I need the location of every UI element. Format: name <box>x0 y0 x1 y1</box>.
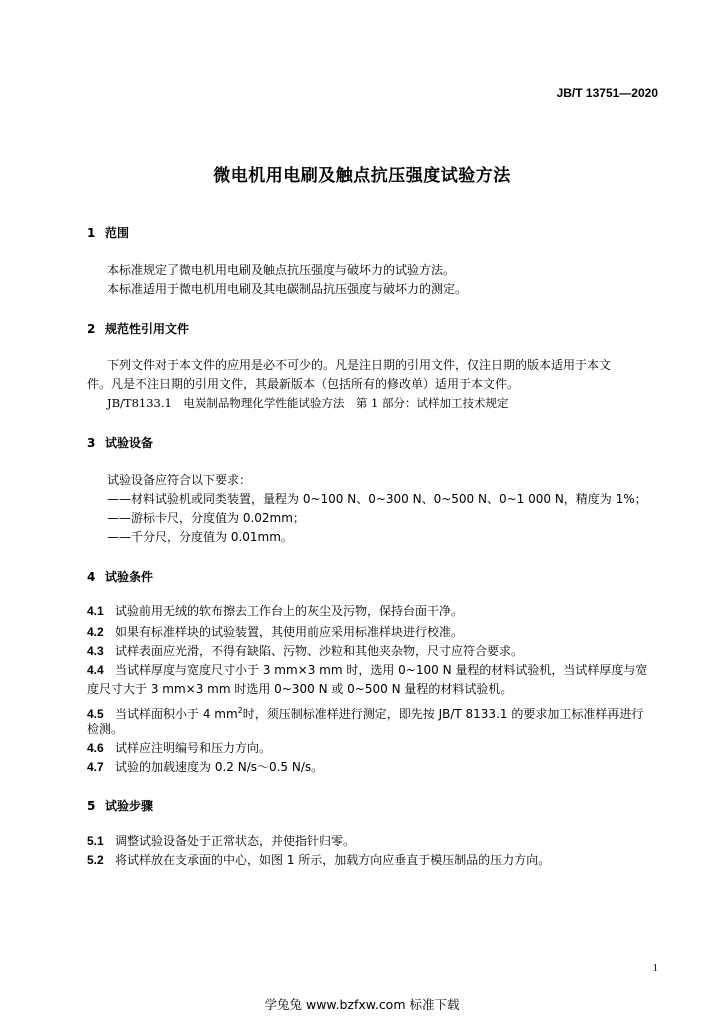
standard-code: JB/T 13751—2020 <box>556 86 658 100</box>
clause-4-5: 4.5 当试样面积小于 4 $mm^2$时，须压制标准样进行测定，即先按 JB/T 8133.1 的要求加工标准样再进行 <box>87 706 644 721</box>
refs-paragraph-line-2: 件。凡是不注日期的引用文件，其最新版本（包括所有的修改单）适用于本文件。 <box>87 377 520 391</box>
equipment-item-1: ——材料试验机或同类装置，量程为 0~100 N、0~300 N、0~500 N、0~1 000 N，精度为 1%； <box>107 492 647 506</box>
clause-4-6: 4.6 试样应注明编号和压力方向。 <box>87 741 272 755</box>
clause-4-4: 4.4 当试样厚度与宽度尺寸小于 3 mm×3 mm 时，选用 0~100 N 量程的材料试验机，当试样厚度与宽 <box>87 663 648 677</box>
section-heading-1: 1 范围 <box>87 226 130 240</box>
section-heading-3: 3 试验设备 <box>87 436 154 450</box>
clause-4-1: 4.1 试验前用无绒的软布擦去工作台上的灰尘及污物，保持台面干净。 <box>87 604 464 618</box>
clause-4-5-continuation: 检测。 <box>87 722 124 736</box>
clause-4-2: 4.2 如果有标准样块的试验装置，其使用前应采用标准样块进行校准。 <box>87 625 464 639</box>
document-title: 微电机用电刷及触点抗压强度试验方法 <box>213 166 511 186</box>
scope-paragraph-2: 本标准适用于微电机用电刷及其电碳制品抗压强度与破坏力的测定。 <box>107 282 468 296</box>
referenced-document: JB/T8133.1 电炭制品物理化学性能试验方法 第 1 部分：试样加工技术规定 <box>107 396 509 410</box>
section-heading-5: 5 试验步骤 <box>87 799 154 813</box>
clause-5-1: 5.1 调整试验设备处于正常状态，并使指针归零。 <box>87 834 356 848</box>
page-number: 1 <box>652 962 658 974</box>
equipment-item-2: ——游标卡尺，分度值为 0.02mm； <box>107 511 305 525</box>
section-heading-4: 4 试验条件 <box>87 570 154 584</box>
scope-paragraph-1: 本标准规定了微电机用电刷及触点抗压强度与破坏力的试验方法。 <box>107 263 456 277</box>
equipment-item-3: ——千分尺，分度值为 0.01mm。 <box>107 530 293 544</box>
refs-paragraph-line-1: 下列文件对于本文件的应用是必不可少的。凡是注日期的引用文件，仅注日期的版本适用于本文 <box>107 358 612 372</box>
clause-5-2: 5.2 将试样放在支承面的中心，如图 1 所示，加载方向应垂直于模压制品的压力方向。 <box>87 853 551 867</box>
clause-4-7: 4.7 试验的加载速度为 0.2 N/s～0.5 N/s。 <box>87 760 324 774</box>
clause-4-4-continuation: 度尺寸大于 3 mm×3 mm 时选用 0~300 N 或 0~500 N 量程的材料试验机。 <box>87 682 513 696</box>
equipment-intro: 试验设备应符合以下要求： <box>107 473 252 487</box>
clause-4-3: 4.3 试样表面应光滑，不得有缺陷、污物、沙粒和其他夹杂物，尺寸应符合要求。 <box>87 644 524 658</box>
footer-watermark-text: 学兔兔 www.bzfxw.com 标准下载 <box>264 997 460 1012</box>
section-heading-2: 2 规范性引用文件 <box>87 322 190 336</box>
